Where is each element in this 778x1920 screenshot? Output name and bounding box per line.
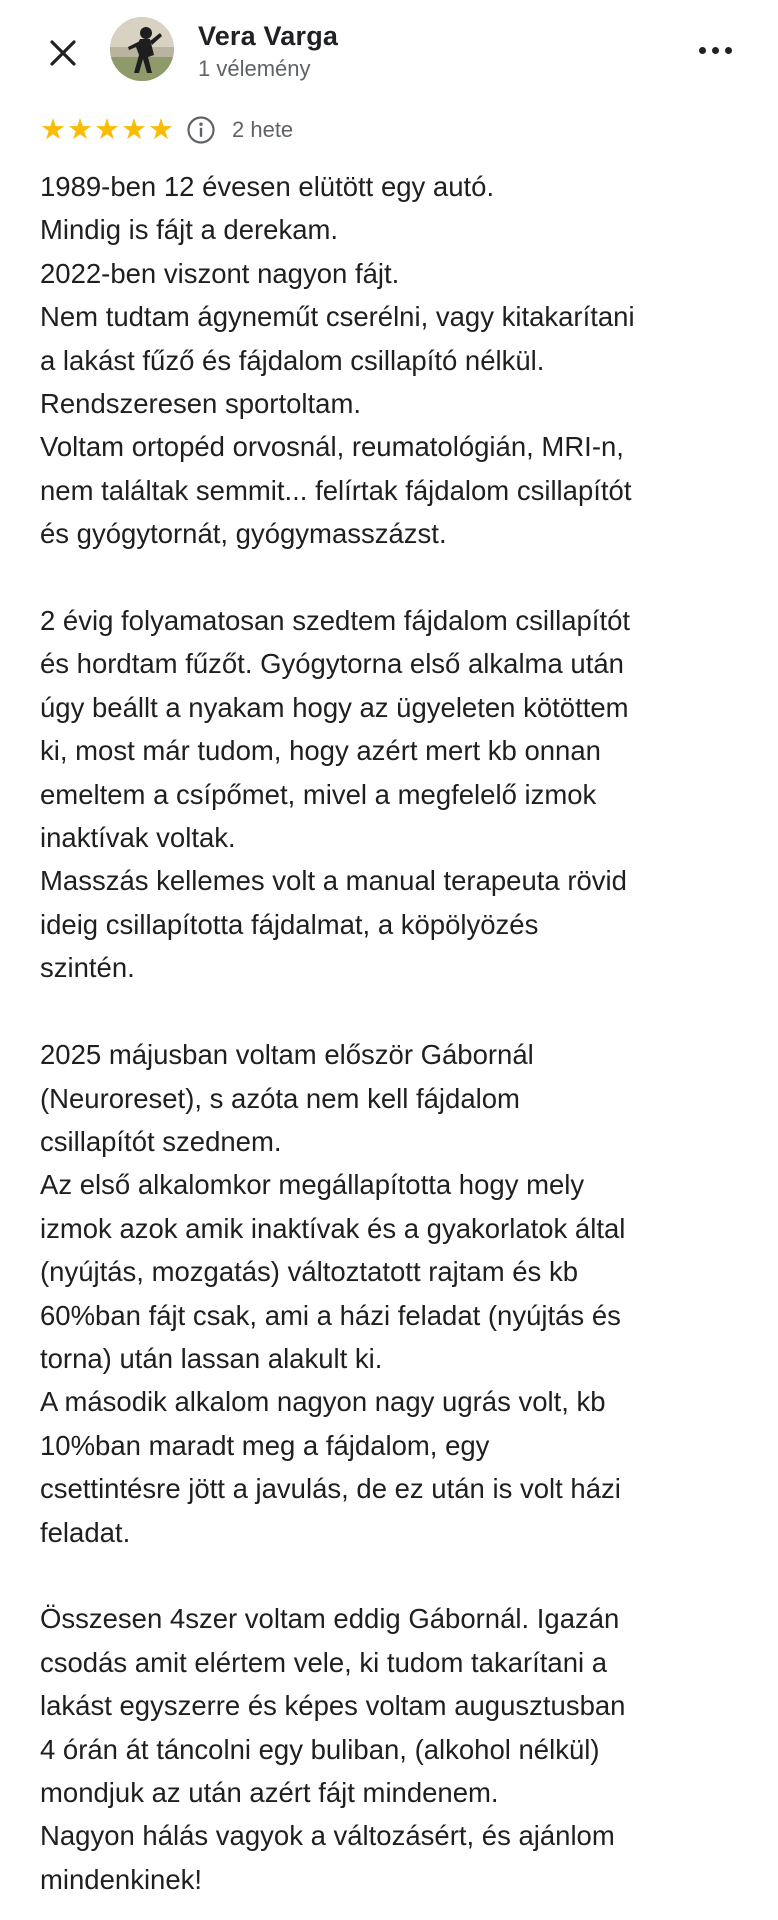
star-icon: ★: [148, 113, 174, 146]
review-line: szintén.: [40, 952, 135, 984]
review-line: 2025 májusban voltam először Gábornál: [40, 1039, 534, 1071]
avatar-photo-icon: [110, 17, 174, 81]
review-line: mondjuk az után azért fájt mindenem.: [40, 1776, 499, 1808]
review-line: csodás amit elértem vele, ki tudom takarítani a: [40, 1646, 608, 1678]
review-line: és hordtam fűzőt. Gyógytorna első alkalma után: [40, 648, 624, 680]
paragraph-gap: [40, 990, 760, 1033]
review-line: (nyújtás, mozgatás) változtatott rajtam és kb: [40, 1256, 578, 1288]
review-header: [0, 0, 778, 100]
more-options-button[interactable]: [690, 28, 740, 72]
star-rating: [40, 113, 174, 146]
more-vert-icon-dot: [725, 47, 732, 54]
review-line: emeltem a csípőmet, mivel a megfelelő izmok: [40, 778, 597, 810]
review-line: 1989-ben 12 évesen elütött egy autó.: [40, 171, 495, 202]
star-icon: ★: [94, 113, 120, 146]
review-line: 60%ban fájt csak, ami a házi feladat (nyújtás és: [40, 1299, 621, 1331]
review-line: a lakást fűző és fájdalom csillapító nélkül.: [40, 344, 545, 376]
review-line: lakást egyszerre és képes voltam augusztusban: [40, 1690, 626, 1722]
review-line: Az első alkalomkor megállapította hogy mely: [40, 1169, 585, 1201]
review-line: Voltam ortopéd orvosnál, reumatológián, MRI-n,: [40, 431, 624, 463]
star-icon: ★: [67, 113, 93, 146]
close-icon: [49, 39, 77, 67]
review-line: izmok azok amik inaktívak és a gyakorlatok által: [40, 1212, 626, 1244]
review-line: 2 évig folyamatosan szedtem fájdalom csillapítót: [40, 605, 631, 637]
review-line: Nem tudtam ágyneműt cserélni, vagy kitakarítani: [40, 301, 635, 333]
review-line: Masszás kellemes volt a manual terapeuta rövid: [40, 865, 627, 897]
info-button[interactable]: [186, 115, 216, 145]
review-line: mindenkinek!: [40, 1863, 203, 1895]
review-time: 2 hete: [232, 117, 294, 142]
review-line: csettintésre jött a javulás, de ez után is volt házi: [40, 1473, 621, 1505]
review-line: 2022-ben viszont nagyon fájt.: [40, 257, 400, 289]
review-count: 1 vélemény: [198, 56, 311, 81]
rating-row: [40, 112, 293, 148]
review-line: csillapítót szednem.: [40, 1125, 282, 1157]
close-button[interactable]: [38, 28, 88, 78]
review-line: ideig csillapította fájdalmat, a köpölyözés: [40, 908, 539, 940]
reviewer-name[interactable]: Vera Varga: [198, 21, 339, 51]
review-line: inaktívak voltak.: [40, 822, 236, 854]
review-line: ki, most már tudom, hogy azért mert kb onnan: [40, 735, 601, 767]
review-line: úgy beállt a nyakam hogy az ügyeleten kötöttem: [40, 691, 629, 723]
review-line: 10%ban maradt meg a fájdalom, egy: [40, 1429, 490, 1461]
info-icon: [186, 115, 216, 145]
star-icon: ★: [121, 113, 147, 146]
paragraph-gap: [40, 556, 760, 599]
paragraph-gap: [40, 1554, 760, 1597]
review-line: 4 órán át táncolni egy buliban, (alkohol nélkül): [40, 1733, 600, 1765]
review-line: (Neuroreset), s azóta nem kell fájdalom: [40, 1082, 520, 1114]
review-text: [40, 165, 760, 1901]
avatar[interactable]: [110, 17, 174, 81]
review-line: Rendszeresen sportoltam.: [40, 388, 361, 420]
review-line: és gyógytornát, gyógymasszázst.: [40, 518, 447, 550]
review-line: A második alkalom nagyon nagy ugrás volt, kb: [40, 1386, 606, 1418]
review-line: feladat.: [40, 1516, 131, 1548]
more-vert-icon-dot: [712, 47, 719, 54]
review-line: Nagyon hálás vagyok a változásért, és ajánlom: [40, 1820, 615, 1852]
review-line: Összesen 4szer voltam eddig Gábornál. Igazán: [40, 1603, 620, 1635]
review-line: torna) után lassan alakult ki.: [40, 1342, 383, 1374]
star-icon: ★: [40, 113, 66, 146]
more-vert-icon-dot: [699, 47, 706, 54]
review-line: nem találtak semmit... felírtak fájdalom csillapítót: [40, 474, 632, 506]
review-line: Mindig is fájt a derekam.: [40, 214, 339, 246]
